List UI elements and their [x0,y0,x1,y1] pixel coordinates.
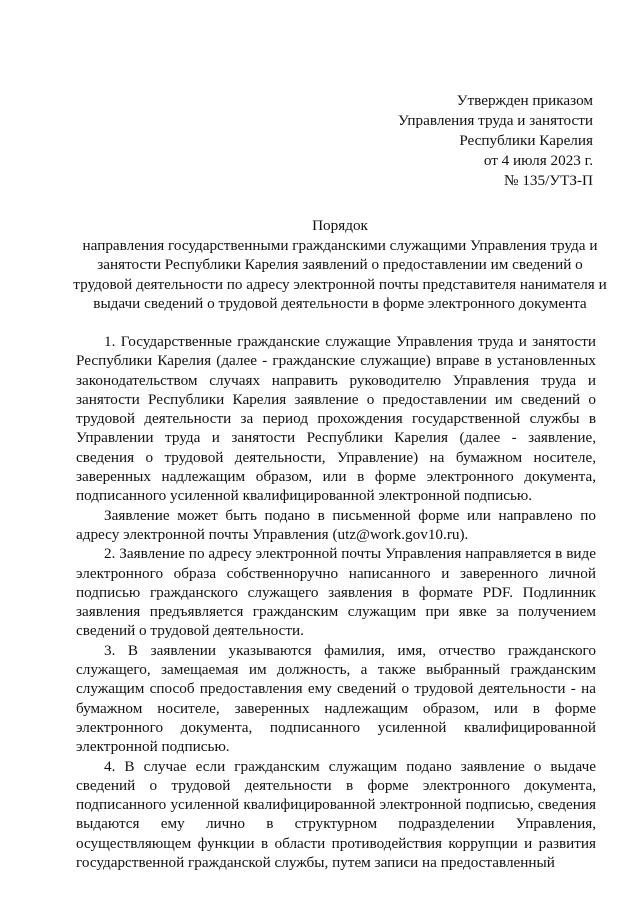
document-heading [70,216,610,314]
document-title: Порядок [312,217,368,234]
document-body [76,332,596,872]
paragraph: 2. Заявление по адресу электронной почты Управления направляется в виде электронного образа собственноручно написанного и заверенного личной подписью гражданского служащего заявления в формате PDF. Подлинник заявления предъявляется гражданским служащим при явке за получением сведений о трудовой деятельности. [76,545,596,640]
paragraph: 4. В случае если гражданским служащим подано заявление о выдаче сведений о трудовой деятельности в форме электронного документа, подписанного усиленной квалифицированной электронной подписью, сведения выдаются ему лично в структурном подразделении Управления, осуществляющем функции в области противодействия коррупции и развития государственной гражданской службы, путем записи на предоставленный [76,757,596,872]
approval-stamp [398,91,593,191]
paragraph: 3. В заявлении указываются фамилия, имя, отчество гражданского служащего, замещаемая им должность, а также выбранный гражданским служащим способ предоставления ему сведений о трудовой деятельности - на бумажном носителе, заверенных надлежащим образом, или в форме электронного документа, подписанного усиленной квалифицированной электронной подписью. [76,641,596,756]
approval-line: № 135/УТЗ-П [504,172,593,189]
paragraph: 1. Государственные гражданские служащие Управления труда и занятости Республики Карелия (далее - гражданские служащие) вправе в установленных законодательством случаях направить руководителю Управления труда и занятости Республики Карелия заявление о предоставлении им сведений о трудовой деятельности за период прохождения государственной службы в Управлении труда и занятости Республики Карелия (далее - заявление, сведения о трудовой деятельности, Управление) на бумажном носителе, заверенных надлежащим образом, или в форме электронного документа, подписанного усиленной квалифицированной электронной подписью. [76,333,596,505]
paragraph: Заявление может быть подано в письменной форме или направлено по адресу электронной почты Управления (utz@work.gov10.ru). [76,506,596,543]
approval-line: Утвержден приказом [456,92,593,109]
document-subtitle: направления государственными гражданскими служащими Управления труда и занятости Республики Карелия заявлений о предоставлении им сведений о трудовой деятельности по адресу электронной почты представителя нанимателя и выдачи сведений о трудовой деятельности в форме электронного документа [73,236,607,312]
approval-line: от 4 июля 2023 г. [483,152,593,169]
approval-line: Республики Карелия [459,132,593,149]
approval-line: Управления труда и занятости [397,112,593,129]
